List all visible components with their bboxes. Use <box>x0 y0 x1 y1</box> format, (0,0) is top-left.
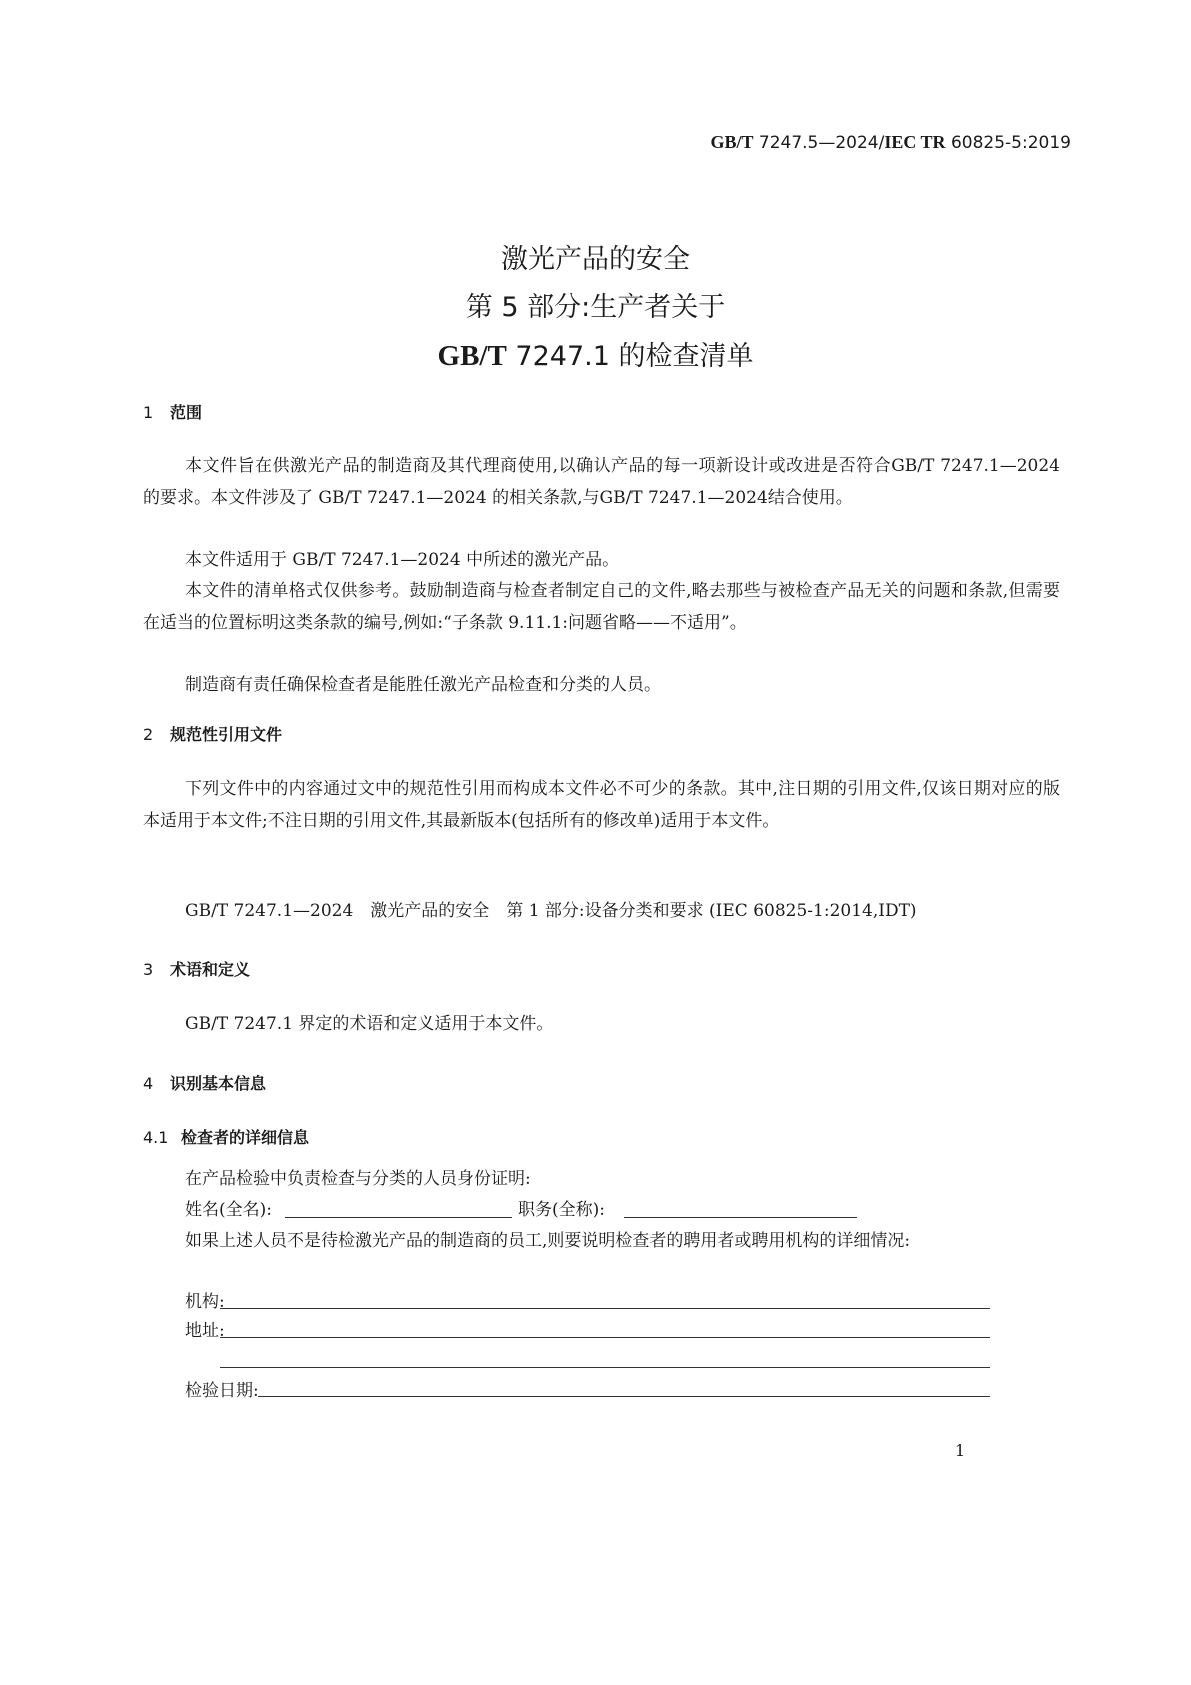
scope-paragraph-2: 本文件适用于 GB/T 7247.1—2024 中所述的激光产品。 <box>185 550 620 570</box>
page-number: 1 <box>955 1441 966 1460</box>
document-title <box>0 236 1191 381</box>
inspector-intro: 在产品检验中负责检查与分类的人员身份证明: <box>185 1169 531 1189</box>
section-title: 术语和定义 <box>170 960 251 979</box>
organization-label: 机构: <box>185 1292 225 1312</box>
normative-paragraph: 下列文件中的内容通过文中的规范性引用而构成本文件必不可少的条款。其中,注日期的引用文件,仅该日期对应的版本适用于本文件;不注日期的引用文件,其最新版本(包括所有的修改单)适用于本文件。 <box>143 779 1060 831</box>
section-number: 2 <box>143 725 154 744</box>
title-line-3 <box>0 332 1191 381</box>
title-line-1: 激光产品的安全 <box>501 244 690 275</box>
title-code: GB/T <box>437 340 507 372</box>
header-prefix: GB/T <box>710 132 754 152</box>
title-line-3-rest: 7247.1 的检查清单 <box>506 341 754 372</box>
section-number: 4 <box>143 1074 154 1093</box>
header-mid: 7247.5—2024/ <box>753 133 885 153</box>
inspection-date-field[interactable] <box>258 1396 990 1397</box>
section-title: 规范性引用文件 <box>170 725 283 744</box>
terms-paragraph: GB/T 7247.1 界定的术语和定义适用于本文件。 <box>185 1014 554 1034</box>
address-label: 地址: <box>185 1321 225 1341</box>
section-heading-scope <box>143 400 202 423</box>
header-iec: IEC TR <box>884 132 946 152</box>
inspection-date-label: 检验日期: <box>185 1381 259 1401</box>
address-field[interactable] <box>220 1337 990 1338</box>
section-title: 范围 <box>170 403 203 422</box>
standard-code-header <box>710 132 1071 153</box>
section-number: 3 <box>143 960 154 979</box>
address-field-line-2[interactable] <box>220 1367 990 1368</box>
section-number: 1 <box>143 403 154 422</box>
section-number: 4.1 <box>143 1128 169 1147</box>
organization-field[interactable] <box>220 1308 990 1309</box>
section-title: 识别基本信息 <box>170 1074 267 1093</box>
position-label: 职务(全称): <box>518 1200 605 1220</box>
subsection-heading-inspector-details <box>143 1125 309 1148</box>
section-heading-normative-references <box>143 722 282 745</box>
employer-note: 如果上述人员不是待检激光产品的制造商的员工,则要说明检查者的聘用者或聘用机构的详细情况: <box>185 1231 911 1251</box>
header-suffix: 60825-5:2019 <box>945 133 1071 153</box>
section-title: 检查者的详细信息 <box>181 1128 310 1147</box>
title-line-2: 第 5 部分:生产者关于 <box>465 292 726 323</box>
name-field[interactable] <box>285 1217 512 1218</box>
scope-paragraph-3: 本文件的清单格式仅供参考。鼓励制造商与检查者制定自己的文件,略去那些与被检查产品无关的问题和条款,但需要在适当的位置标明这类条款的编号,例如:“子条款 9.11.1:问题省略——不适用”。 <box>143 581 1060 633</box>
position-field[interactable] <box>624 1217 857 1218</box>
name-label: 姓名(全名): <box>185 1200 272 1220</box>
section-heading-basic-info <box>143 1071 266 1094</box>
normative-reference-entry: GB/T 7247.1—2024 激光产品的安全 第 1 部分:设备分类和要求 (IEC 60825-1:2014,IDT) <box>185 901 917 921</box>
section-heading-terms <box>143 957 250 980</box>
scope-paragraph-1: 本文件旨在供激光产品的制造商及其代理商使用,以确认产品的每一项新设计或改进是否符合GB/T 7247.1—2024 的要求。本文件涉及了 GB/T 7247.1—2024 的相关条款,与GB/T 7247.1—2024结合使用。 <box>143 456 1060 508</box>
scope-paragraph-4: 制造商有责任确保检查者是能胜任激光产品检查和分类的人员。 <box>185 675 661 695</box>
